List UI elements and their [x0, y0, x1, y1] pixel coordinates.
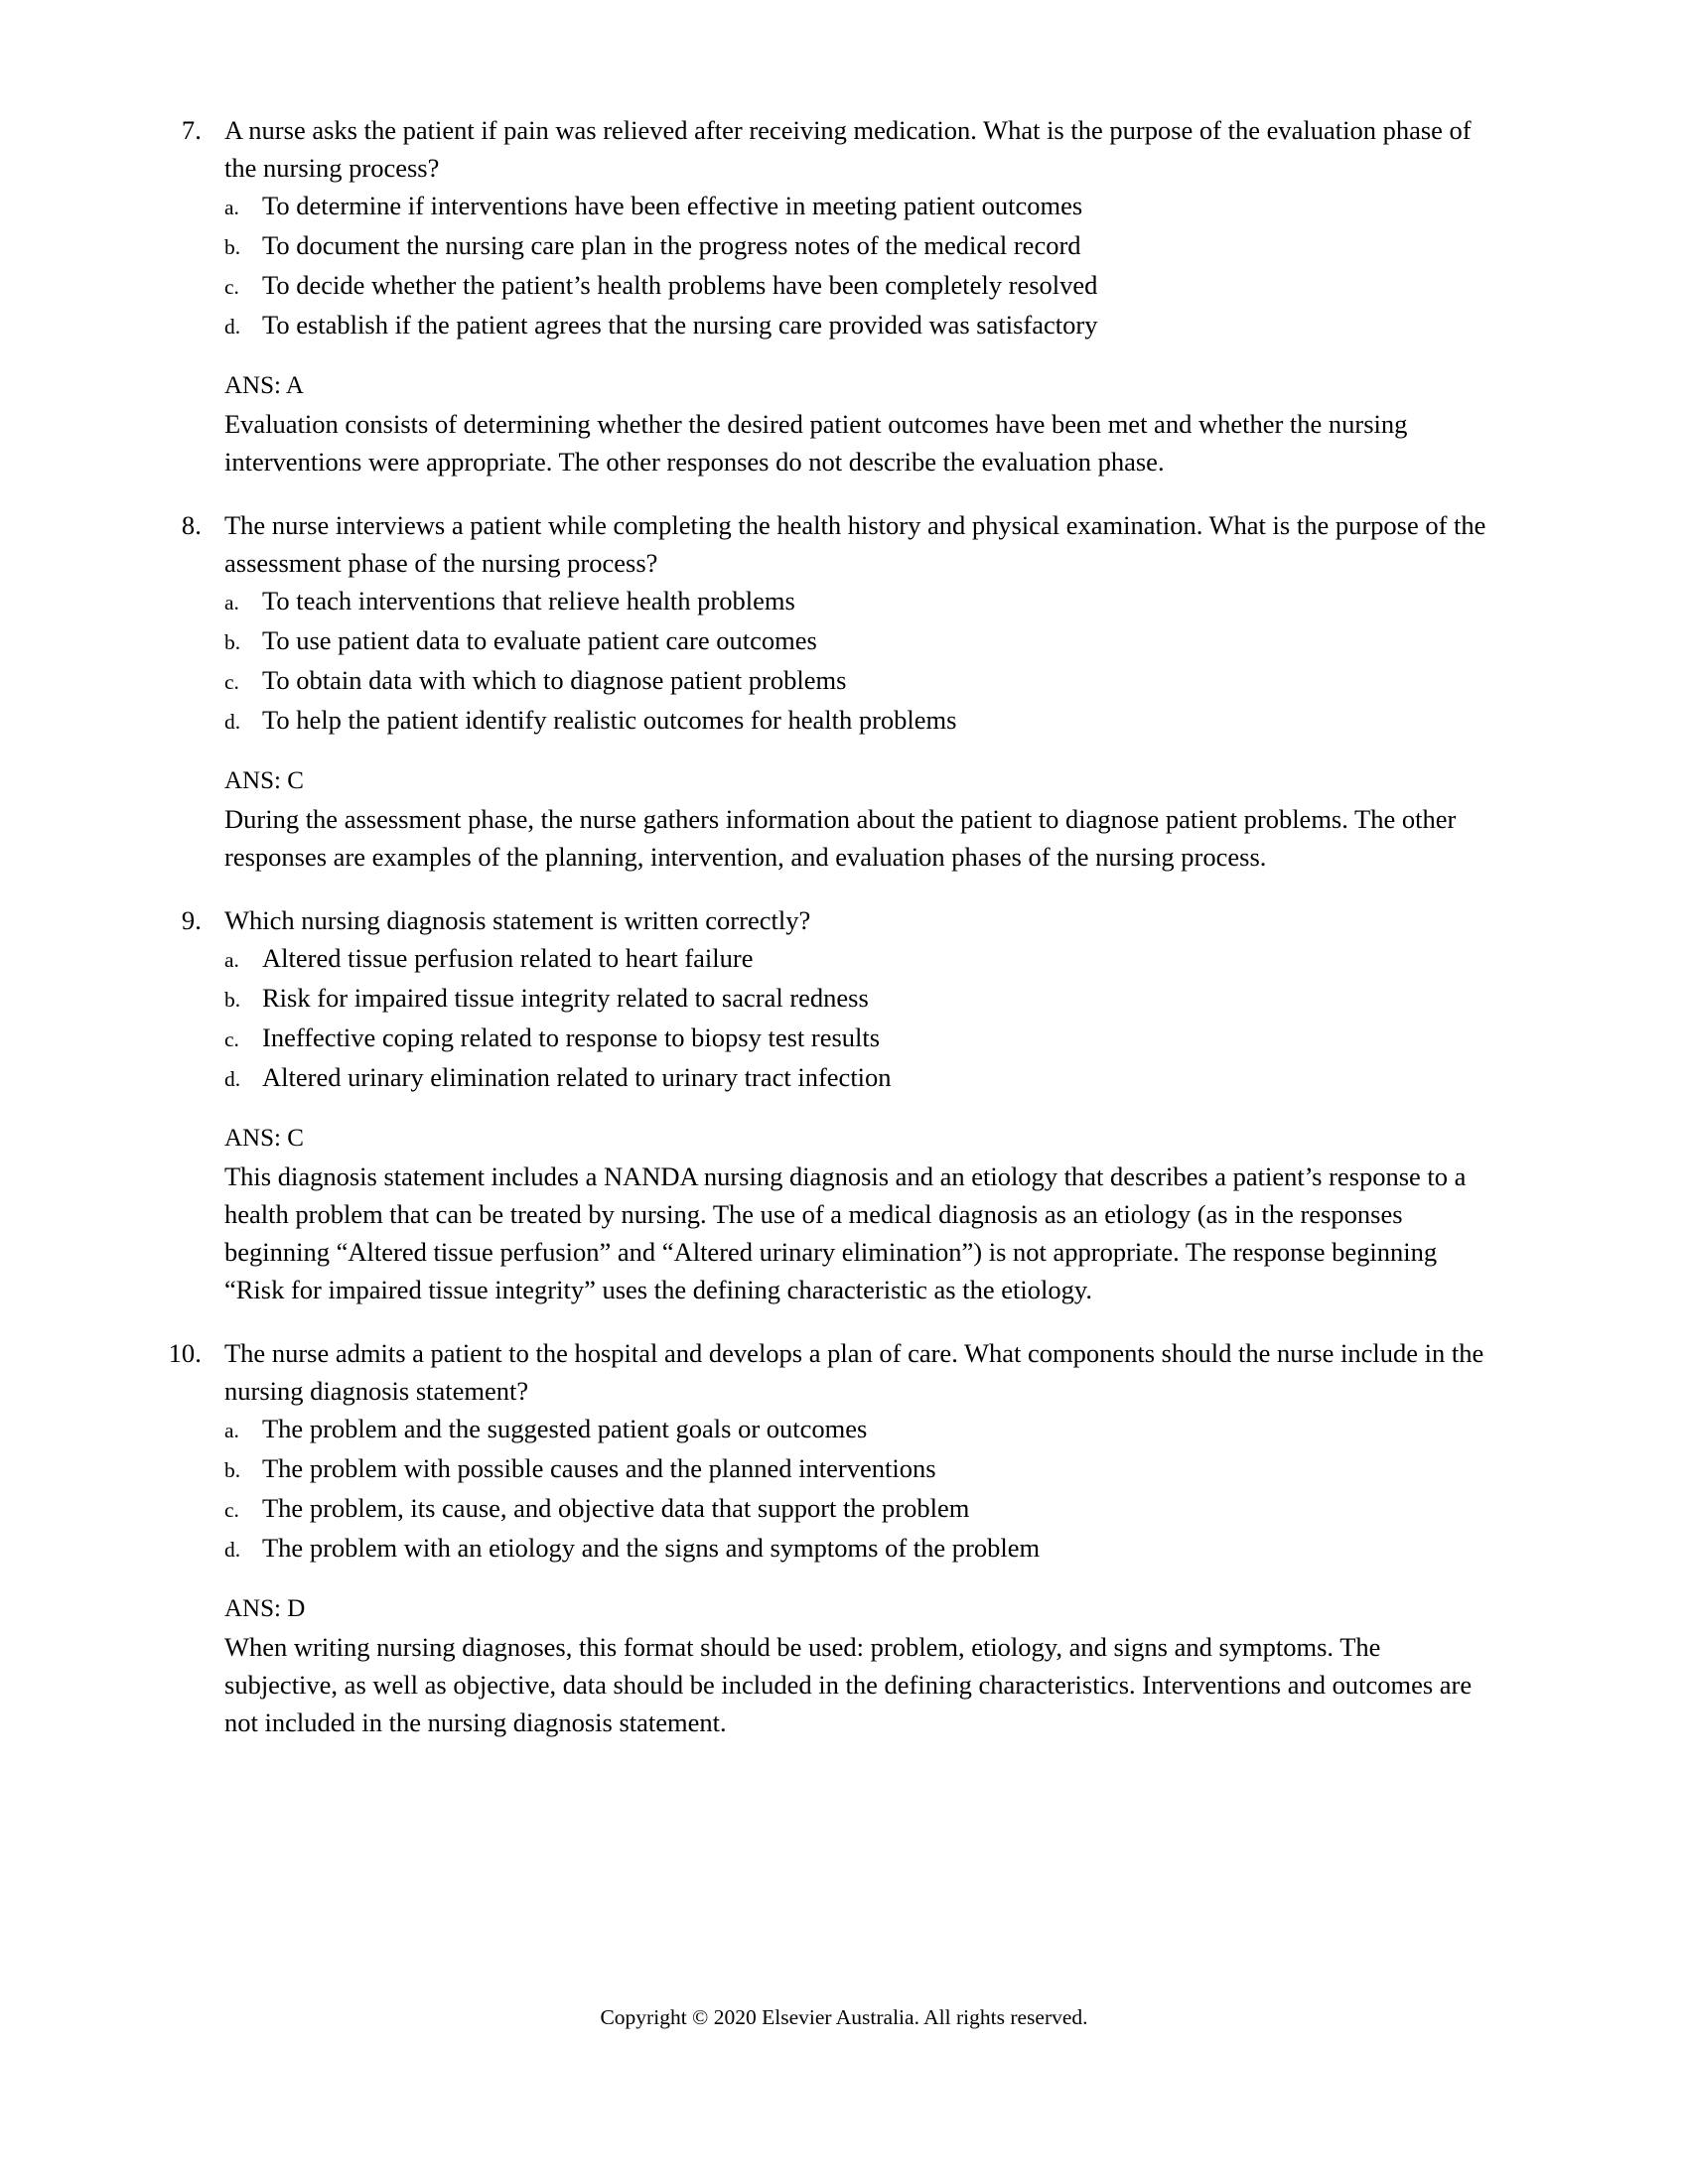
option-item[interactable]: [224, 1019, 1496, 1058]
option-item[interactable]: [224, 306, 1496, 345]
option-text: Altered urinary elimination related to urinary tract infection: [262, 1062, 892, 1092]
option-item[interactable]: [224, 582, 1496, 621]
option-item[interactable]: [224, 701, 1496, 741]
option-item[interactable]: [224, 226, 1496, 266]
answer-label: ANS: C: [224, 1125, 304, 1152]
option-list: [224, 939, 1496, 1098]
question-body: [202, 901, 1496, 1308]
option-letter: c.: [224, 1027, 239, 1051]
option-letter: d.: [224, 315, 241, 339]
option-item[interactable]: [224, 1058, 1496, 1098]
question-body: [202, 1334, 1496, 1741]
option-item[interactable]: [224, 979, 1496, 1019]
option-letter: b.: [224, 235, 241, 259]
question-heading: [154, 506, 1496, 876]
option-item[interactable]: [224, 939, 1496, 979]
answer-block: [224, 762, 1496, 876]
answer-block: [224, 1590, 1496, 1741]
option-letter: c.: [224, 670, 239, 694]
option-letter: b.: [224, 630, 241, 654]
question-block: [154, 901, 1496, 1308]
question-body: [202, 506, 1496, 876]
question-number: 10.: [168, 1338, 202, 1368]
option-letter: b.: [224, 1458, 241, 1482]
option-text: To decide whether the patient’s health problems have been completely resolved: [262, 270, 1098, 300]
option-list: [224, 1410, 1496, 1569]
question-block: [154, 111, 1496, 480]
page-footer: Copyright © 2020 Elsevier Australia. All rights reserved.: [600, 2005, 1088, 2029]
question-block: [154, 506, 1496, 876]
option-list: [224, 187, 1496, 345]
option-text: Risk for impaired tissue integrity related to sacral redness: [262, 983, 869, 1013]
question-list: [154, 111, 1496, 1767]
question-stem: Which nursing diagnosis statement is written correctly?: [224, 905, 811, 935]
answer-rationale: This diagnosis statement includes a NANDA nursing diagnosis and an etiology that describes a patient’s response to a health problem that can be treated by nursing. The use of a medical diagnosis as an etiology (as in the responses beginning “Altered tissue perfusion” and “Altered urinary elimination”) is not appropriate. The response beginning “Risk for impaired tissue integrity” uses the defining characteristic as the etiology.: [224, 1161, 1467, 1304]
question-number: 9.: [181, 905, 202, 935]
option-item[interactable]: [224, 661, 1496, 701]
option-text: To obtain data with which to diagnose patient problems: [262, 665, 847, 695]
option-letter: a.: [224, 196, 239, 219]
answer-rationale: When writing nursing diagnoses, this format should be used: problem, etiology, and signs and symptoms. The subjective, as well as objective, data should be included in the defining characteristics. Interventions and outcomes are not included in the nursing diagnosis statement.: [224, 1632, 1473, 1737]
option-item[interactable]: [224, 621, 1496, 661]
option-text: Altered tissue perfusion related to heart failure: [262, 943, 754, 973]
answer-block: [224, 1120, 1496, 1308]
option-letter: b.: [224, 988, 241, 1012]
option-text: The problem, its cause, and objective data that support the problem: [262, 1493, 970, 1523]
option-text: The problem with possible causes and the planned interventions: [262, 1453, 936, 1483]
question-stem: The nurse interviews a patient while completing the health history and physical examination. What is the purpose of the assessment phase of the nursing process?: [224, 510, 1486, 578]
option-text: Ineffective coping related to response to biopsy test results: [262, 1023, 881, 1052]
option-list: [224, 582, 1496, 741]
question-heading: [154, 111, 1496, 480]
option-letter: c.: [224, 275, 239, 299]
answer-rationale: Evaluation consists of determining whether the desired patient outcomes have been met and whether the nursing interventions were appropriate. The other responses do not describe the evaluation phase.: [224, 409, 1408, 477]
option-text: To help the patient identify realistic outcomes for health problems: [262, 705, 957, 735]
question-stem: The nurse admits a patient to the hospital and develops a plan of care. What components should the nurse include in the nursing diagnosis statement?: [224, 1338, 1484, 1406]
option-text: To establish if the patient agrees that the nursing care provided was satisfactory: [262, 310, 1098, 340]
question-number: 8.: [181, 510, 202, 540]
question-block: [154, 1334, 1496, 1741]
question-stem: A nurse asks the patient if pain was relieved after receiving medication. What is the purpose of the evaluation phase of the nursing process?: [224, 115, 1472, 183]
option-letter: d.: [224, 710, 241, 734]
answer-label: ANS: A: [224, 372, 304, 399]
option-letter: d.: [224, 1538, 241, 1562]
option-text: To teach interventions that relieve health problems: [262, 586, 795, 615]
answer-block: [224, 367, 1496, 480]
option-item[interactable]: [224, 266, 1496, 306]
option-text: The problem with an etiology and the signs and symptoms of the problem: [262, 1533, 1041, 1563]
option-item[interactable]: [224, 1489, 1496, 1529]
option-text: To document the nursing care plan in the progress notes of the medical record: [262, 230, 1081, 260]
option-item[interactable]: [224, 187, 1496, 226]
option-item[interactable]: [224, 1410, 1496, 1449]
option-letter: a.: [224, 1419, 239, 1442]
question-number: 7.: [181, 115, 202, 145]
question-body: [202, 111, 1496, 480]
option-letter: a.: [224, 948, 239, 972]
question-heading: [154, 1334, 1496, 1741]
option-text: To use patient data to evaluate patient care outcomes: [262, 625, 817, 655]
answer-label: ANS: C: [224, 767, 304, 794]
option-item[interactable]: [224, 1449, 1496, 1489]
answer-rationale: During the assessment phase, the nurse gathers information about the patient to diagnose patient problems. The other responses are examples of the planning, intervention, and evaluation phases of the nursing process.: [224, 804, 1457, 872]
option-text: To determine if interventions have been effective in meeting patient outcomes: [262, 191, 1083, 220]
option-text: The problem and the suggested patient goals or outcomes: [262, 1414, 868, 1443]
option-letter: c.: [224, 1498, 239, 1522]
question-heading: [154, 901, 1496, 1308]
option-item[interactable]: [224, 1529, 1496, 1569]
option-letter: d.: [224, 1067, 241, 1091]
answer-label: ANS: D: [224, 1595, 306, 1622]
option-letter: a.: [224, 591, 239, 614]
